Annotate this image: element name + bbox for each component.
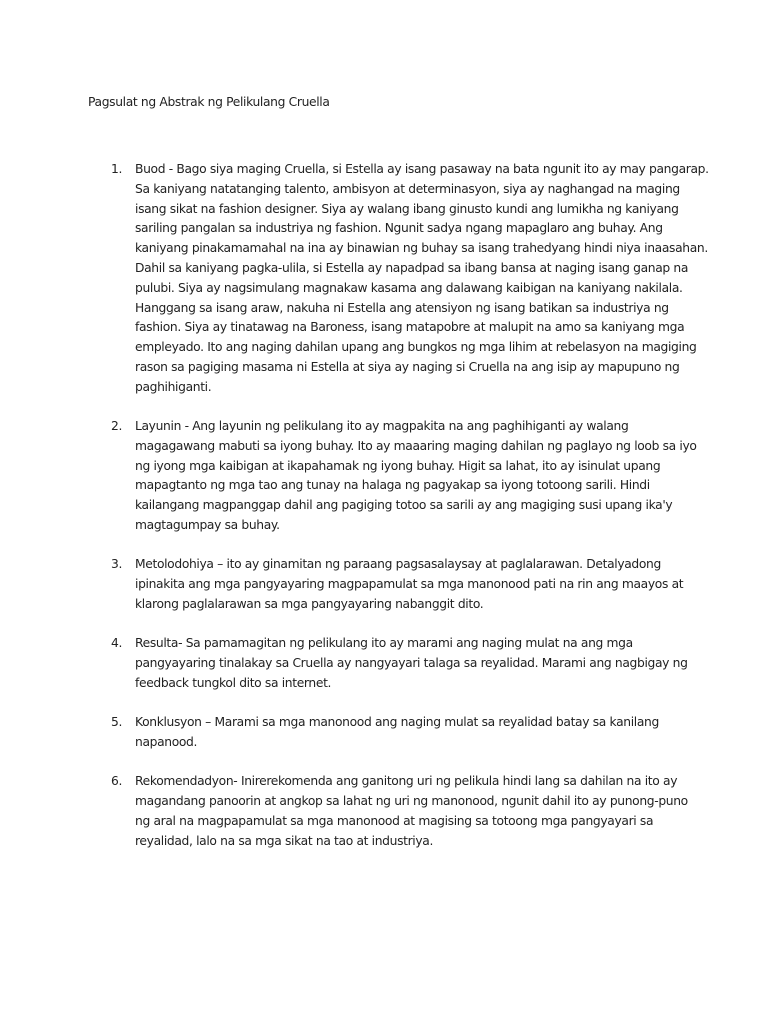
text-line: pulubi. Siya ay nagsimulang magnakaw kasama ang dalawang kaibigan na kaniyang nakilala.	[135, 280, 683, 295]
text-line: Metolodohiya – ito ay ginamitan ng paraang pagsasalaysay at paglalarawan. Detalyadong	[135, 557, 661, 572]
text-line: Rekomendadyon- Inirerekomenda ang ganitong uri ng pelikula hindi lang sa dahilan na ito ay	[135, 774, 678, 789]
text-line: pangyayaring tinalakay sa Cruella ay nangyayari talaga sa reyalidad. Marami ang nagbigay ng	[135, 656, 688, 671]
text-line: ng iyong mga kaibigan at ikapahamak ng iyong buhay. Higit sa lahat, ito ay isinulat upang	[135, 458, 661, 473]
list-item	[111, 160, 709, 398]
text-line: isang sikat na fashion designer. Siya ay walang ibang ginusto kundi ang lumikha ng kaniyang	[135, 201, 679, 216]
list-item-text	[135, 634, 688, 693]
list-item-number: 3.	[111, 557, 123, 572]
text-line: fashion. Siya ay tinatawag na Baroness, isang matapobre at malupit na amo sa kaniyang mga	[135, 320, 685, 335]
text-line: ipinakita ang mga pangyayaring magpapamulat sa mga manonood pati na rin ang maayos at	[135, 577, 684, 592]
text-line: reyalidad, lalo na sa mga sikat na tao at industriya.	[135, 833, 434, 848]
document-title: Pagsulat ng Abstrak ng Pelikulang Cruella	[88, 95, 330, 109]
list-item	[111, 417, 697, 536]
text-line: ng aral na magpapamulat sa mga manonood at magising sa totoong mga pangyayari sa	[135, 813, 654, 828]
text-line: Dahil sa kaniyang pagka-ulila, si Estella ay napadpad sa ibang bansa at naging isang ganap na	[135, 260, 689, 275]
list-item-text	[135, 772, 688, 851]
list-item-number: 5.	[111, 715, 123, 730]
text-line: Buod - Bago siya maging Cruella, si Estella ay isang pasaway na bata ngunit ito ay may pangarap.	[135, 162, 709, 176]
text-line: kaniyang pinakamamahal na ina ay binawian ng buhay sa isang trahedyang hindi niya inaasahan.	[135, 241, 708, 256]
text-line: kailangang magpanggap dahil ang pagiging totoo sa sarili ay ang magiging susi upang ika'y	[135, 498, 673, 513]
list-item-text	[135, 555, 684, 614]
list-item-number: 1.	[111, 162, 123, 176]
list-item-number: 6.	[111, 774, 123, 789]
list-item	[111, 634, 688, 693]
text-line: mapagtanto ng mga tao ang tunay na halaga ng pagyakap sa iyong totoong sarili. Hindi	[135, 478, 650, 493]
list-item-number: 2.	[111, 419, 123, 434]
text-line: Layunin - Ang layunin ng pelikulang ito ay magpakita na ang paghihiganti ay walang	[135, 419, 629, 434]
list-item-text	[135, 417, 697, 536]
text-line: empleyado. Ito ang naging dahilan upang ang bungkos ng mga lihim at rebelasyon na magiging	[135, 340, 697, 355]
list-item-number: 4.	[111, 636, 123, 651]
list-item	[111, 772, 688, 851]
list-item-text	[135, 713, 671, 753]
text-line: magagawang mabuti sa iyong buhay. Ito ay maaaring maging dahilan ng paglayo ng loob sa iyo	[135, 438, 697, 453]
text-line: klarong paglalarawan sa mga pangyayaring nabanggit dito.	[135, 596, 484, 611]
text-line: magtagumpay sa buhay.	[135, 518, 280, 533]
text-line: rason sa pagiging masama ni Estella at siya ay naging si Cruella na ang isip ay mapupuno ng	[135, 359, 680, 374]
text-line: Hanggang sa isang araw, nakuha ni Estella ang atensiyon ng isang batikan sa industriya ng	[135, 300, 669, 315]
text-line: feedback tungkol dito sa internet.	[135, 675, 332, 690]
list-item-text	[135, 160, 709, 398]
text-line: Sa kaniyang natatanging talento, ambisyon at determinasyon, siya ay naghangad na maging	[135, 181, 680, 196]
list-item	[111, 555, 684, 614]
text-line: Konklusyon – Marami sa mga manonood ang naging mulat sa reyalidad batay sa kanilang	[135, 715, 659, 730]
list-item	[111, 713, 671, 753]
text-line: napanood.	[135, 734, 198, 749]
text-line: sariling pangalan sa industriya ng fashion. Ngunit sadya ngang mapaglaro ang buhay. Ang	[135, 221, 663, 236]
abstract-list	[111, 160, 709, 871]
text-line: magandang panoorin at angkop sa lahat ng uri ng manonood, ngunit dahil ito ay punong-puno	[135, 794, 688, 809]
text-line: Resulta- Sa pamamagitan ng pelikulang ito ay marami ang naging mulat na ang mga	[135, 636, 633, 651]
text-line: paghihiganti.	[135, 379, 212, 394]
